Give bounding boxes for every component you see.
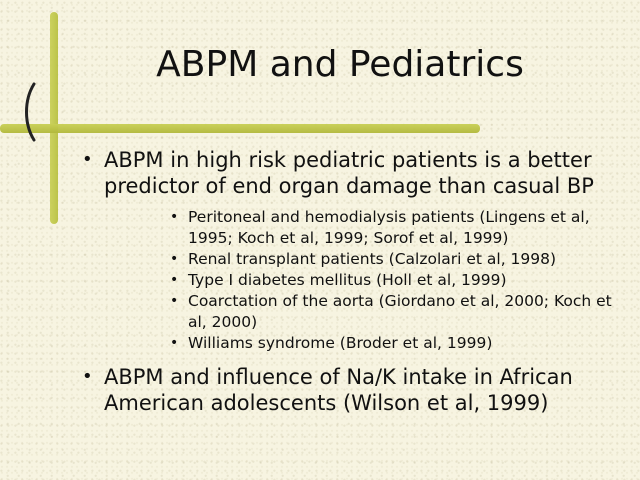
main-bullet-text: ABPM in high risk pediatric patients is a better predictor of end organ damage than casual BP — [104, 148, 594, 198]
sub-bullet-item: • Type I diabetes mellitus (Holl et al, 1999) — [166, 270, 628, 291]
slide-title: ABPM and Pediatrics — [156, 44, 524, 85]
decorative-bracket-icon — [20, 80, 60, 144]
main-bullet-text: ABPM and influence of Na/K intake in African American adolescents (Wilson et al, 1999) — [104, 365, 573, 415]
main-bullet-item — [78, 147, 628, 354]
main-bullet-list — [78, 147, 628, 416]
sub-bullet-item: • Renal transplant patients (Calzolari et al, 1998) — [166, 249, 628, 270]
sub-bullet-item: • Williams syndrome (Broder et al, 1999) — [166, 333, 628, 354]
sub-bullet-list — [104, 207, 628, 354]
main-bullet-item — [78, 364, 628, 416]
sub-bullet-item: • Peritoneal and hemodialysis patients (Lingens et al, 1995; Koch et al, 1999; Sorof et al, 1999) — [166, 207, 628, 249]
decorative-horizontal-bar — [0, 124, 480, 133]
sub-bullet-item: • Coarctation of the aorta (Giordano et al, 2000; Koch et al, 2000) — [166, 291, 628, 333]
slide-content — [78, 147, 628, 416]
